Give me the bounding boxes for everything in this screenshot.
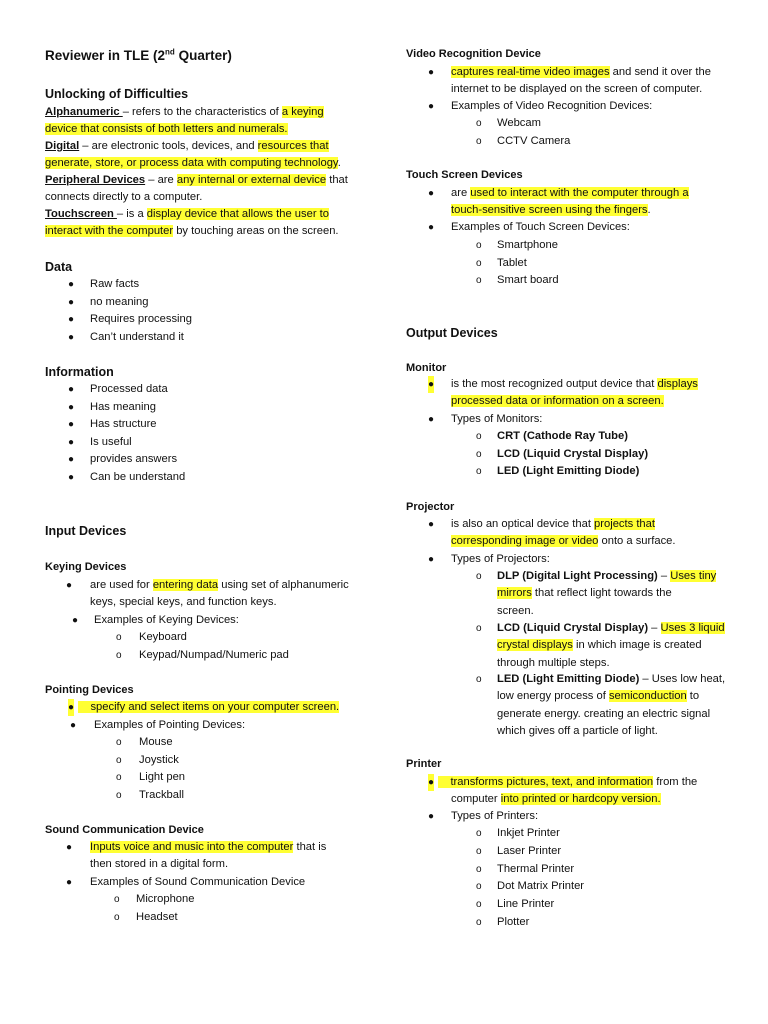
- bullet: ●: [66, 842, 73, 853]
- sub-bullet: o: [476, 257, 482, 269]
- bullet: ●: [428, 222, 435, 233]
- list-item: CCTV Camera: [497, 134, 571, 147]
- bullet: ●: [66, 877, 73, 888]
- bullet: ●: [68, 472, 75, 483]
- sub-bullet: o: [476, 275, 482, 287]
- list-item: Thermal Printer: [497, 862, 575, 875]
- sub-bullet: o: [476, 571, 482, 582]
- list-item: Keyboard: [139, 631, 187, 643]
- bullet: ●: [68, 454, 75, 466]
- list-item: Light pen: [139, 771, 186, 784]
- list-item: no meaning: [90, 295, 149, 308]
- bullet: ●: [428, 101, 435, 112]
- sub-bullet: o: [476, 845, 482, 857]
- bullet: ●: [428, 554, 435, 565]
- list-item: LCD (Liquid Crystal Display): [497, 447, 649, 460]
- bullet: ●: [68, 699, 74, 716]
- bullet: ●: [70, 720, 77, 731]
- projector-dlp: DLP (Digital Light Processing) – Uses tiny mirrors that reflect light towards the screen.: [497, 570, 717, 617]
- video-device-heading: Video Recognition Device: [406, 48, 541, 60]
- bullet: ●: [68, 419, 75, 431]
- bullet: ●: [68, 279, 75, 290]
- list-item: provides answers: [90, 453, 178, 466]
- monitor-desc: is the most recognized output device that displays processed data or information on a screen.: [451, 378, 698, 408]
- list-item: Can be understand: [90, 471, 186, 483]
- list-item: Smart board: [497, 274, 559, 287]
- output-devices-heading: Output Devices: [406, 326, 498, 340]
- sub-bullet: o: [114, 911, 120, 923]
- list-item: Is useful: [90, 435, 132, 448]
- definition-alphanumeric: Alphanumeric – refers to the characteristics of a keying device that consists of both letters and numerals.: [45, 106, 324, 136]
- bullet: ●: [66, 580, 73, 591]
- keying-devices-heading: Keying Devices: [45, 561, 127, 573]
- sub-bullet: o: [476, 899, 482, 911]
- unlocking-heading: Unlocking of Difficulties: [45, 87, 189, 101]
- sub-bullet: o: [116, 632, 122, 643]
- sub-bullet: o: [116, 754, 122, 766]
- printer-desc: transforms pictures, text, and information from the computer into printed or hardcopy version.: [438, 774, 697, 809]
- sub-bullet: o: [114, 894, 120, 905]
- list-item: Dot Matrix Printer: [497, 880, 585, 893]
- monitor-heading: Monitor: [406, 362, 447, 374]
- page-title: Reviewer in TLE (2nd Quarter): [45, 47, 232, 63]
- pointing-examples-label: Examples of Pointing Devices:: [94, 719, 246, 731]
- projector-lcd: LCD (Liquid Crystal Display) – Uses 3 liquid crystal displays in which image is created through multiple steps.: [497, 622, 725, 669]
- sub-bullet: o: [476, 863, 482, 875]
- list-item: Requires processing: [90, 313, 192, 326]
- sub-bullet: o: [476, 240, 482, 251]
- bullet: ●: [68, 296, 75, 308]
- list-item: Has meaning: [90, 400, 156, 413]
- list-item: Mouse: [139, 736, 173, 748]
- sound-desc: Inputs voice and music into the computer that is then stored in a digital form.: [90, 841, 327, 871]
- list-item: Plotter: [497, 916, 530, 928]
- sub-bullet: o: [476, 466, 482, 478]
- printer-types-label: Types of Printers:: [451, 810, 539, 822]
- list-item: Tablet: [497, 256, 527, 269]
- sub-bullet: o: [476, 118, 482, 129]
- list-item: Line Printer: [497, 898, 555, 911]
- video-desc: captures real-time video images and send it over the internet to be displayed on the screen of computer.: [451, 66, 711, 96]
- sub-bullet: o: [476, 623, 482, 634]
- sub-bullet: o: [476, 674, 482, 685]
- list-item: Laser Printer: [497, 844, 562, 857]
- definition-digital: Digital – are electronic tools, devices, and resources that generate, store, or process data with computing technology.: [45, 140, 341, 170]
- touch-desc: are used to interact with the computer through a touch-sensitive screen using the fingers.: [451, 187, 689, 217]
- list-item: Raw facts: [90, 278, 140, 290]
- bullet: ●: [428, 67, 435, 78]
- sub-bullet: o: [116, 737, 122, 748]
- sub-bullet: o: [476, 448, 482, 460]
- list-item: Inkjet Printer: [497, 827, 560, 839]
- touch-examples-label: Examples of Touch Screen Devices:: [451, 221, 630, 233]
- sub-bullet: o: [116, 789, 122, 801]
- bullet: ●: [68, 331, 75, 343]
- list-item: Webcam: [497, 117, 541, 129]
- pointing-desc: specify and select items on your computer screen.: [78, 699, 339, 716]
- bullet: ●: [428, 519, 435, 530]
- list-item: Smartphone: [497, 239, 558, 251]
- bullet: ●: [68, 314, 75, 326]
- keying-desc: are used for entering data using set of alphanumeric keys, special keys, and function keys.: [90, 579, 349, 609]
- sub-bullet: o: [476, 881, 482, 893]
- bullet: ●: [428, 774, 434, 791]
- bullet: ●: [68, 401, 75, 413]
- projector-types-label: Types of Projectors:: [451, 553, 550, 565]
- bullet: ●: [72, 615, 79, 626]
- projector-led: LED (Light Emitting Diode) – Uses low heat, low energy process of semiconduction to generate energy. creating an electric signal which gives off a particle of light.: [497, 673, 726, 737]
- list-item: Can’t understand it: [90, 330, 184, 343]
- input-devices-heading: Input Devices: [45, 524, 127, 538]
- bullet: ●: [428, 376, 434, 393]
- projector-heading: Projector: [406, 501, 455, 513]
- sub-bullet: o: [476, 917, 482, 928]
- list-item: CRT (Cathode Ray Tube): [497, 430, 628, 442]
- sound-examples-label: Examples of Sound Communication Device: [90, 876, 306, 888]
- data-heading: Data: [45, 260, 73, 274]
- sub-bullet: o: [476, 135, 482, 147]
- sub-bullet: o: [116, 772, 122, 784]
- video-examples-label: Examples of Video Recognition Devices:: [451, 100, 653, 112]
- keying-examples-label: Examples of Keying Devices:: [94, 614, 239, 626]
- information-heading: Information: [45, 365, 114, 379]
- bullet: ●: [428, 188, 435, 199]
- monitor-types-label: Types of Monitors:: [451, 413, 543, 425]
- list-item: Has structure: [90, 418, 157, 431]
- touch-device-heading: Touch Screen Devices: [406, 169, 523, 181]
- printer-heading: Printer: [406, 758, 442, 770]
- list-item: Processed data: [90, 383, 168, 395]
- bullet: ●: [68, 384, 75, 395]
- sub-bullet: o: [476, 828, 482, 839]
- sound-device-heading: Sound Communication Device: [45, 824, 204, 836]
- pointing-devices-heading: Pointing Devices: [45, 684, 134, 696]
- projector-desc: is also an optical device that projects that corresponding image or video onto a surface.: [451, 518, 676, 548]
- bullet: ●: [428, 811, 435, 822]
- list-item: Joystick: [139, 753, 179, 766]
- sub-bullet: o: [476, 431, 482, 442]
- list-item: Trackball: [139, 788, 184, 801]
- sub-bullet: o: [116, 649, 122, 661]
- bullet: ●: [68, 436, 75, 448]
- definition-touchscreen: Touchscreen – is a display device that allows the user to interact with the computer by touching areas on the screen.: [45, 208, 339, 238]
- list-item: Microphone: [136, 893, 195, 905]
- definition-peripheral: Peripheral Devices – are any internal or external device that connects directly to a computer.: [45, 174, 348, 204]
- list-item: LED (Light Emitting Diode): [497, 465, 640, 478]
- list-item: Headset: [136, 910, 178, 923]
- bullet: ●: [428, 414, 435, 425]
- list-item: Keypad/Numpad/Numeric pad: [139, 648, 289, 661]
